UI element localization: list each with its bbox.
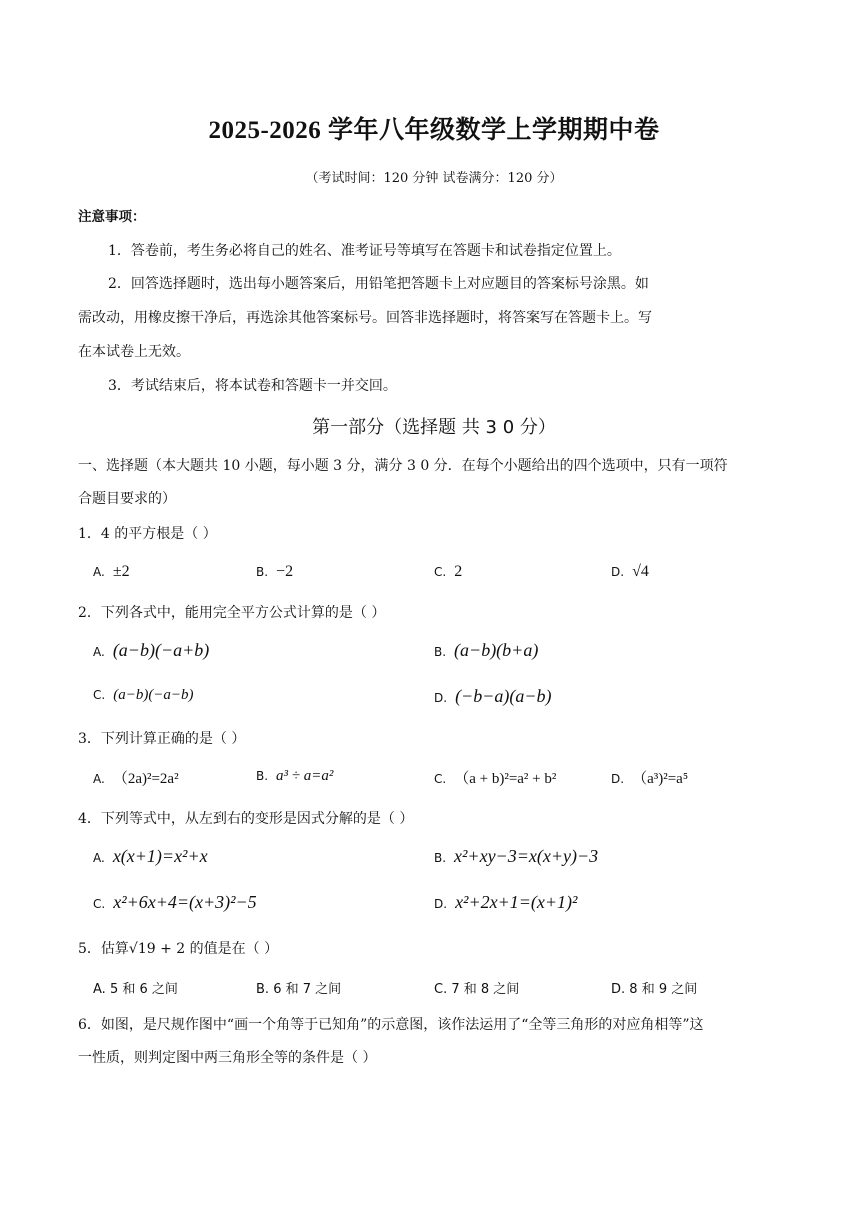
question-3-stem: 3．下列计算正确的是（ ） bbox=[78, 731, 246, 747]
exam-subtitle: （考试时间：120 分钟 试卷满分：120 分） bbox=[305, 171, 563, 186]
option-text: x²+xy−3=x(x+y)−3 bbox=[454, 846, 599, 866]
note-item-2-line-3: 在本试卷上无效。 bbox=[78, 344, 190, 360]
option-text: a³ ÷ a=a² bbox=[276, 768, 334, 784]
question-4-option-c bbox=[93, 892, 257, 913]
option-label: D. bbox=[611, 772, 625, 786]
option-label: B. bbox=[434, 645, 447, 659]
option-label: C. bbox=[434, 982, 448, 997]
question-5-option-d bbox=[611, 978, 697, 997]
option-label: D. bbox=[434, 897, 448, 911]
section-intro-line-2: 合题目要求的） bbox=[78, 491, 176, 507]
note-item-2-line-2: 需改动，用橡皮擦干净后，再选涂其他答案标号。回答非选择题时，将答案写在答题卡上。写 bbox=[78, 310, 652, 326]
notes-heading: 注意事项： bbox=[78, 209, 146, 225]
option-text: （a³)²=a⁵ bbox=[632, 771, 689, 787]
question-5-option-b bbox=[256, 978, 341, 997]
option-label: D. bbox=[611, 565, 625, 579]
option-label: A. bbox=[93, 645, 105, 659]
question-1-option-a bbox=[93, 563, 130, 581]
option-text: ±2 bbox=[112, 563, 130, 580]
option-text: (a−b)(−a+b) bbox=[112, 640, 210, 660]
question-4-option-b bbox=[434, 846, 598, 867]
option-text: 8 和 9 之间 bbox=[629, 982, 698, 997]
option-label: C. bbox=[434, 772, 447, 786]
question-2-stem: 2．下列各式中，能用完全平方公式计算的是（ ） bbox=[78, 605, 386, 621]
option-text: x²+2x+1=(x+1)² bbox=[455, 892, 578, 912]
section-title: 第一部分（选择题 共 3 0 分） bbox=[312, 417, 556, 438]
option-text: 6 和 7 之间 bbox=[273, 982, 342, 997]
question-2-option-a bbox=[93, 640, 209, 661]
option-text: （2a)²=2a² bbox=[112, 771, 179, 787]
question-5-option-c bbox=[434, 978, 519, 997]
question-5-option-a bbox=[93, 978, 178, 997]
option-label: C. bbox=[93, 688, 106, 702]
option-text: 7 和 8 之间 bbox=[451, 982, 520, 997]
note-item-2-line-1: 2．回答选择题时，选出每小题答案后，用铅笔把答题卡上对应题目的答案标号涂黑。如 bbox=[108, 276, 649, 292]
question-1-option-b bbox=[256, 563, 293, 581]
question-5-stem: 5．估算√19 + 2 的值是在（ ） bbox=[78, 941, 279, 957]
question-4-stem: 4．下列等式中，从左到右的变形是因式分解的是（ ） bbox=[78, 811, 414, 827]
section-intro-line-1: 一、选择题（本大题共 10 小题，每小题 3 分，满分 3 0 分．在每个小题给出的四个选项中，只有一项符 bbox=[78, 458, 728, 474]
question-4-option-a bbox=[93, 846, 208, 867]
option-label: D. bbox=[434, 691, 448, 705]
option-text: (−b−a)(a−b) bbox=[455, 686, 552, 706]
question-1-stem: 1．4 的平方根是（ ） bbox=[78, 526, 217, 542]
option-text: 5 和 6 之间 bbox=[109, 982, 178, 997]
option-text: 2 bbox=[454, 563, 463, 580]
option-label: B. bbox=[256, 982, 270, 997]
option-text: （a + b)²=a² + b² bbox=[454, 771, 557, 787]
question-1-option-c bbox=[434, 563, 462, 581]
option-label: A. bbox=[93, 565, 105, 579]
option-label: B. bbox=[256, 565, 269, 579]
question-6-stem-line-1: 6．如图，是尺规作图中“画一个角等于已知角”的示意图，该作法运用了“全等三角形的对应角相等”这 bbox=[78, 1017, 704, 1033]
question-4-option-d bbox=[434, 892, 577, 913]
option-label: C. bbox=[434, 565, 447, 579]
question-3-option-c bbox=[434, 767, 556, 788]
question-2-option-b bbox=[434, 640, 538, 661]
question-3-option-a bbox=[93, 767, 179, 788]
question-1-option-d bbox=[611, 563, 649, 581]
option-text: x²+6x+4=(x+3)²−5 bbox=[113, 892, 257, 912]
option-text: √4 bbox=[632, 563, 649, 580]
option-text: (a−b)(b+a) bbox=[454, 640, 539, 660]
option-label: C. bbox=[93, 897, 106, 911]
option-text: (a−b)(−a−b) bbox=[113, 687, 194, 703]
option-label: B. bbox=[434, 851, 447, 865]
question-2-option-c bbox=[93, 686, 194, 704]
option-label: A. bbox=[93, 772, 105, 786]
question-3-option-b bbox=[256, 767, 333, 785]
note-item-3: 3．考试结束后，将本试卷和答题卡一并交回。 bbox=[108, 378, 397, 394]
option-label: D. bbox=[611, 982, 626, 997]
option-label: A. bbox=[93, 982, 106, 997]
option-text: x(x+1)=x²+x bbox=[112, 846, 208, 866]
question-3-option-d bbox=[611, 767, 688, 788]
exam-title: 2025-2026 学年八年级数学上学期期中卷 bbox=[208, 117, 660, 144]
option-label: B. bbox=[256, 769, 269, 783]
question-6-stem-line-2: 一性质，则判定图中两三角形全等的条件是（ ） bbox=[78, 1050, 377, 1066]
option-label: A. bbox=[93, 851, 105, 865]
question-2-option-d bbox=[434, 686, 551, 707]
option-text: −2 bbox=[276, 563, 294, 580]
note-item-1: 1．答卷前，考生务必将自己的姓名、准考证号等填写在答题卡和试卷指定位置上。 bbox=[108, 243, 621, 259]
